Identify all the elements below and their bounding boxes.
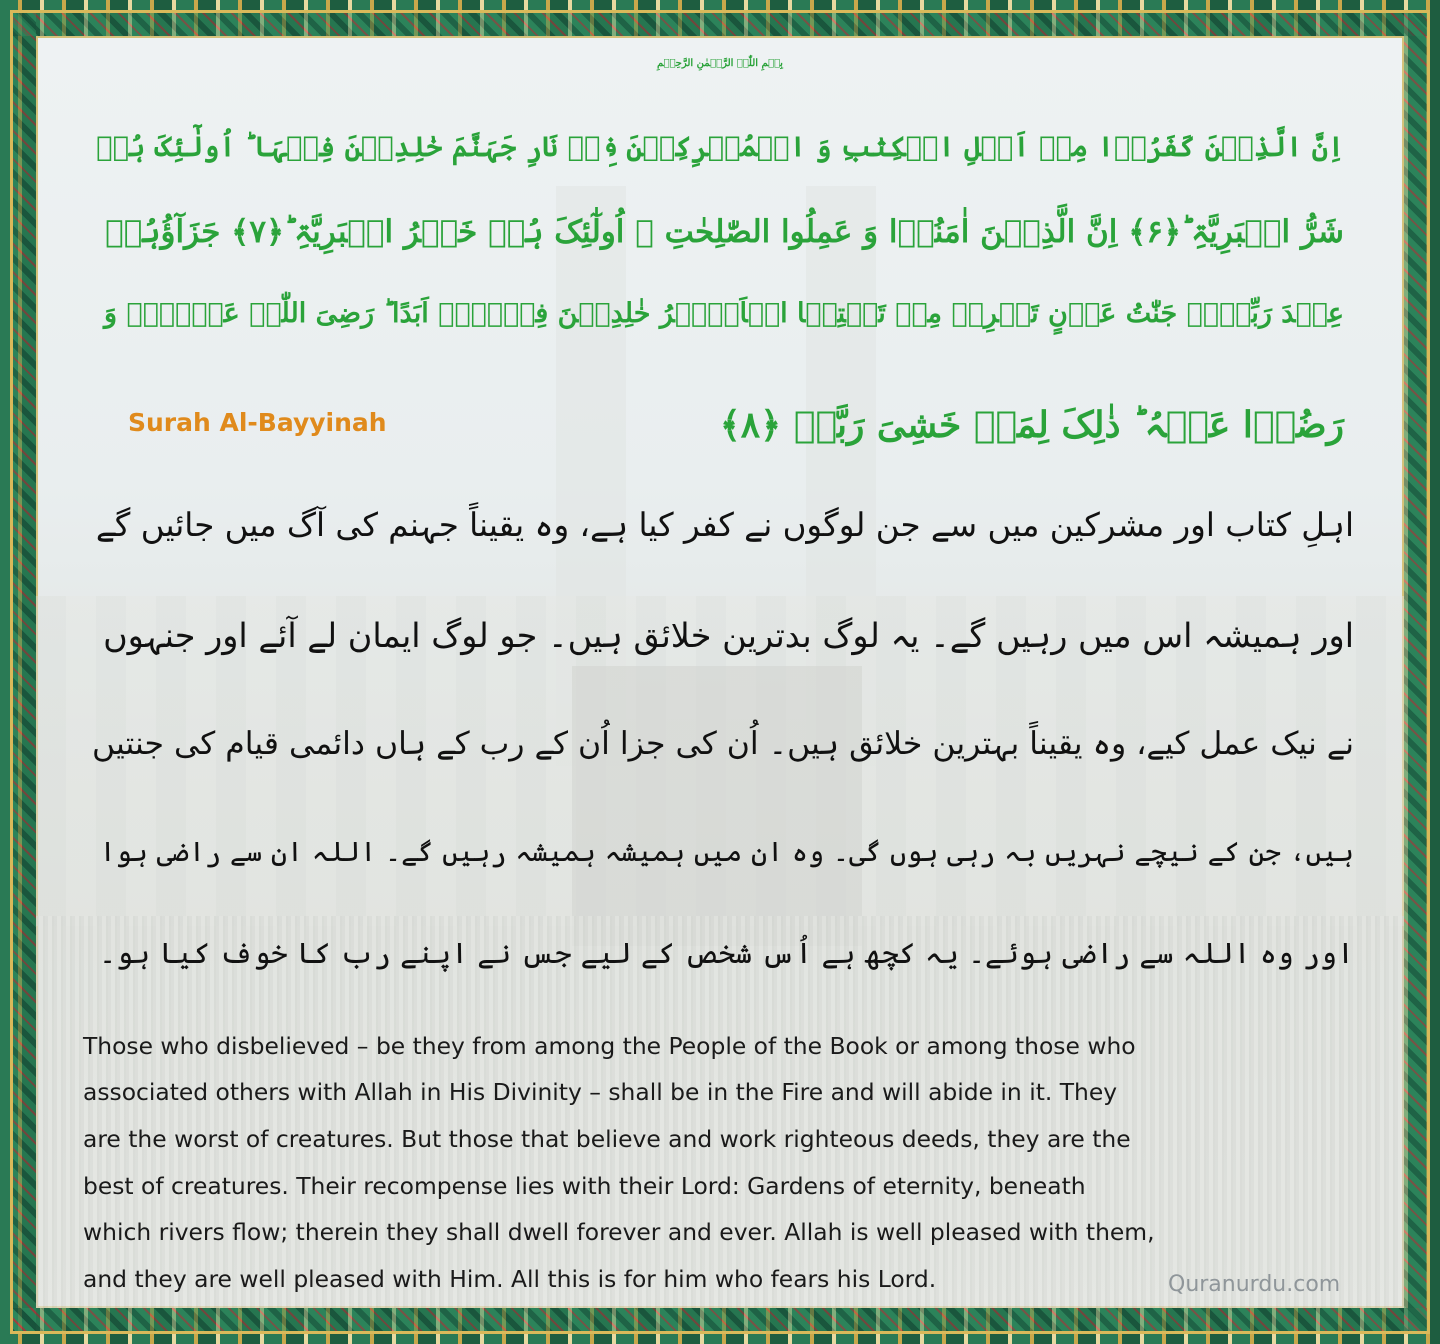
verse-content: [36, 36, 1404, 1308]
urdu-translation-line: ہیں، جن کے نیچے نہریں بہ رہی ہوں گی۔ وہ ان میں ہمیشہ ہمیشہ رہیں گے۔ اللہ ان سے راضی ہوا: [99, 836, 1354, 868]
english-translation-line: Those who disbelieved – be they from among the People of the Book or among those who: [83, 1032, 1136, 1060]
urdu-translation-line: نے نیک عمل کیے، وہ یقیناً بہترین خلائق ہیں۔ اُن کی جزا اُن کے رب کے ہاں دائمی قیام کی جنتیں: [92, 726, 1354, 762]
english-translation-line: which rivers flow; therein they shall dwell forever and ever. Allah is well pleased with them,: [83, 1218, 1155, 1246]
urdu-translation-line: اور ہمیشہ اس میں رہیں گے۔ یہ لوگ بدترین خلائق ہیں۔ جو لوگ ایمان لے آئے اور جنہوں: [103, 616, 1354, 655]
english-translation-line: and they are well pleased with Him. All this is for him who fears his Lord.: [83, 1265, 937, 1293]
bismillah: بِسۡمِ اللّٰہِ الرَّحۡمٰنِ الرَّحِیۡمِ: [657, 58, 783, 69]
arabic-verse-line: عِنۡدَ رَبِّہِمۡ جَنّٰتُ عَدۡنٍ تَجۡرِیۡ مِنۡ تَحۡتِہَا الۡاَنۡہٰرُ خٰلِدِیۡنَ فِیۡہَاۤ اَبَدًا ؕ رَضِیَ اللّٰہُ عَنۡہُمۡ وَ: [103, 298, 1344, 329]
english-translation-line: are the worst of creatures. But those that believe and work righteous deeds, they are the: [83, 1125, 1131, 1153]
arabic-verse-line: رَضُوۡا عَنۡہُ ؕ ذٰلِکَ لِمَنۡ خَشِیَ رَبَّہٗ ﴿۸﴾: [719, 404, 1344, 446]
urdu-translation-line: اور وہ اللہ سے راضی ہوئے۔ یہ کچھ ہے اُس شخص کے لیے جس نے اپنے رب کا خوف کیا ہو۔: [99, 936, 1354, 970]
content-panel: [36, 36, 1404, 1308]
surah-title: Surah Al-Bayyinah: [128, 408, 387, 437]
english-translation-line: best of creatures. Their recompense lies with their Lord: Gardens of eternity, beneath: [83, 1172, 1086, 1200]
arabic-verse-line: اِنَّ الَّذِیۡنَ کَفَرُوۡا مِنۡ اَہۡلِ الۡکِتٰبِ وَ الۡمُشۡرِکِیۡنَ فِیۡ نَارِ جَہَنَّمَ خٰلِدِیۡنَ فِیۡہَا ؕ اُولٰٓئِکَ ہُمۡ: [96, 131, 1344, 163]
arabic-verse-line: شَرُّ الۡبَرِیَّۃِ ؕ﴿۶﴾ اِنَّ الَّذِیۡنَ اٰمَنُوۡا وَ عَمِلُوا الصّٰلِحٰتِ ۙ اُولٰٓئِکَ ہُمۡ خَیۡرُ الۡبَرِیَّۃِ ؕ﴿۷﴾ جَزَآؤُہُمۡ: [105, 214, 1344, 250]
site-watermark: Quranurdu.com: [1168, 1272, 1341, 1297]
urdu-translation-line: اہلِ کتاب اور مشرکین میں سے جن لوگوں نے کفر کیا ہے، وہ یقیناً جہنم کی آگ میں جائیں گے: [95, 506, 1354, 544]
english-translation-line: associated others with Allah in His Divinity – shall be in the Fire and will abide in it. They: [83, 1078, 1118, 1106]
